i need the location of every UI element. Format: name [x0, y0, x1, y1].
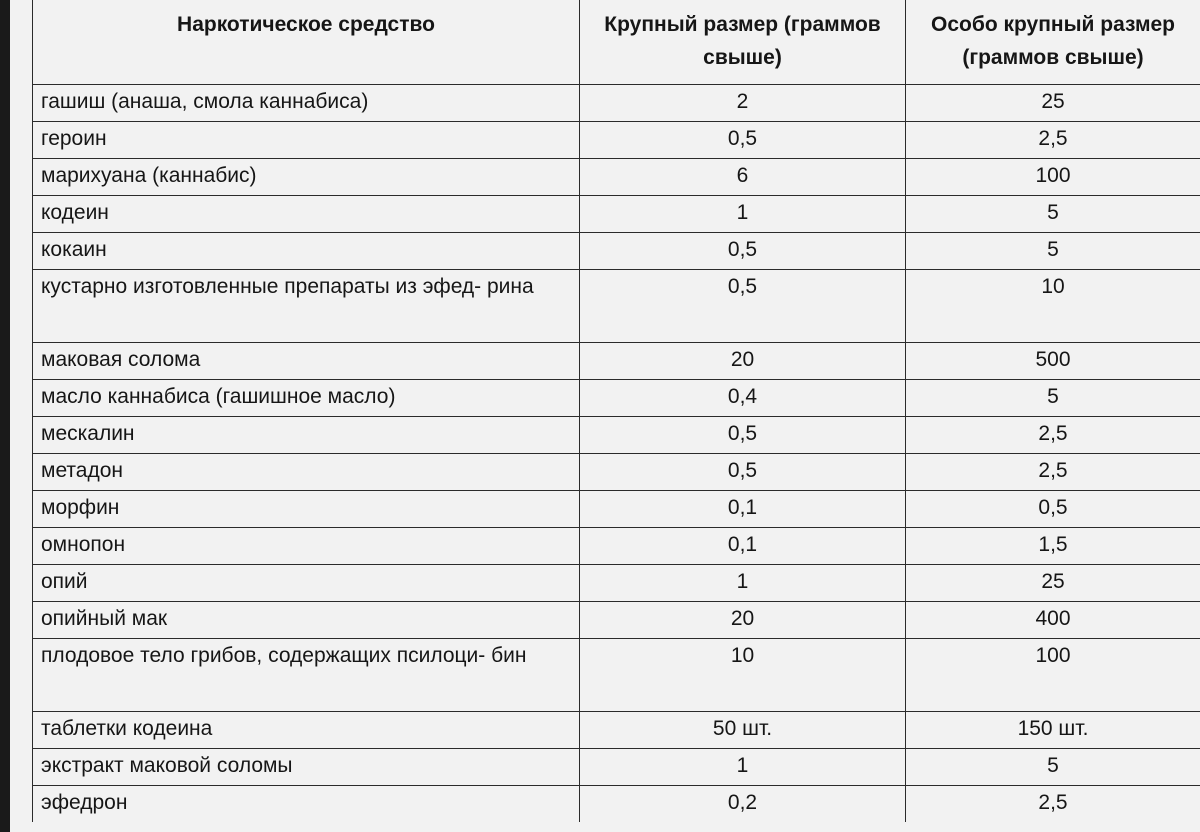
drug-name-cell: мескалин [33, 417, 580, 454]
large-amount-cell: 20 [580, 343, 906, 380]
drug-name-cell: опийный мак [33, 602, 580, 639]
extra-large-amount-cell: 5 [906, 749, 1200, 786]
drug-thresholds-table [32, 0, 1200, 822]
large-amount-cell: 0,4 [580, 380, 906, 417]
table-row [33, 454, 1200, 491]
large-amount-cell: 0,5 [580, 233, 906, 270]
drug-name-cell: эфедрон [33, 786, 580, 823]
table-row [33, 380, 1200, 417]
extra-large-amount-cell: 0,5 [906, 491, 1200, 528]
extra-large-amount-cell: 5 [906, 380, 1200, 417]
header-extra-large-amount: Особо крупный размер (граммов свыше) [906, 0, 1200, 85]
extra-large-amount-cell: 25 [906, 565, 1200, 602]
table-row [33, 270, 1200, 343]
extra-large-amount-cell: 500 [906, 343, 1200, 380]
extra-large-amount-cell: 5 [906, 233, 1200, 270]
large-amount-cell: 0,5 [580, 270, 906, 343]
table-row [33, 528, 1200, 565]
table-row [33, 749, 1200, 786]
drug-name-cell: омнопон [33, 528, 580, 565]
drug-name-cell: масло каннабиса (гашишное масло) [33, 380, 580, 417]
table-row [33, 159, 1200, 196]
extra-large-amount-cell: 400 [906, 602, 1200, 639]
drug-name-cell: маковая солома [33, 343, 580, 380]
drug-name-cell: плодовое тело грибов, содержащих псилоци- бин [33, 639, 580, 712]
table-row [33, 565, 1200, 602]
table-row [33, 491, 1200, 528]
table-row [33, 786, 1200, 823]
large-amount-cell: 0,1 [580, 491, 906, 528]
extra-large-amount-cell: 150 шт. [906, 712, 1200, 749]
table-row [33, 85, 1200, 122]
large-amount-cell: 1 [580, 565, 906, 602]
large-amount-cell: 0,5 [580, 122, 906, 159]
table-row [33, 417, 1200, 454]
extra-large-amount-cell: 5 [906, 196, 1200, 233]
drug-name-cell: морфин [33, 491, 580, 528]
table-row [33, 602, 1200, 639]
drug-name-cell: кодеин [33, 196, 580, 233]
drug-name-cell: кокаин [33, 233, 580, 270]
drug-name-cell: гашиш (анаша, смола каннабиса) [33, 85, 580, 122]
table-row [33, 196, 1200, 233]
large-amount-cell: 1 [580, 749, 906, 786]
table-row [33, 343, 1200, 380]
extra-large-amount-cell: 2,5 [906, 454, 1200, 491]
extra-large-amount-cell: 10 [906, 270, 1200, 343]
large-amount-cell: 50 шт. [580, 712, 906, 749]
large-amount-cell: 0,1 [580, 528, 906, 565]
large-amount-cell: 0,5 [580, 454, 906, 491]
extra-large-amount-cell: 2,5 [906, 786, 1200, 823]
extra-large-amount-cell: 1,5 [906, 528, 1200, 565]
extra-large-amount-cell: 2,5 [906, 417, 1200, 454]
drug-name-cell: кустарно изготовленные препараты из эфед- рина [33, 270, 580, 343]
large-amount-cell: 0,2 [580, 786, 906, 823]
extra-large-amount-cell: 100 [906, 639, 1200, 712]
table-header-row [33, 0, 1200, 85]
drug-name-cell: метадон [33, 454, 580, 491]
document-page [10, 0, 1200, 832]
extra-large-amount-cell: 2,5 [906, 122, 1200, 159]
header-large-amount: Крупный размер (граммов свыше) [580, 0, 906, 85]
drug-name-cell: марихуана (каннабис) [33, 159, 580, 196]
large-amount-cell: 1 [580, 196, 906, 233]
large-amount-cell: 10 [580, 639, 906, 712]
drug-name-cell: опий [33, 565, 580, 602]
extra-large-amount-cell: 100 [906, 159, 1200, 196]
table-row [33, 122, 1200, 159]
header-drug-name: Наркотическое средство [33, 0, 580, 85]
drug-name-cell: героин [33, 122, 580, 159]
large-amount-cell: 0,5 [580, 417, 906, 454]
table-row [33, 712, 1200, 749]
table-row [33, 639, 1200, 712]
table-row [33, 233, 1200, 270]
drug-name-cell: экстракт маковой соломы [33, 749, 580, 786]
large-amount-cell: 20 [580, 602, 906, 639]
large-amount-cell: 6 [580, 159, 906, 196]
drug-name-cell: таблетки кодеина [33, 712, 580, 749]
extra-large-amount-cell: 25 [906, 85, 1200, 122]
large-amount-cell: 2 [580, 85, 906, 122]
